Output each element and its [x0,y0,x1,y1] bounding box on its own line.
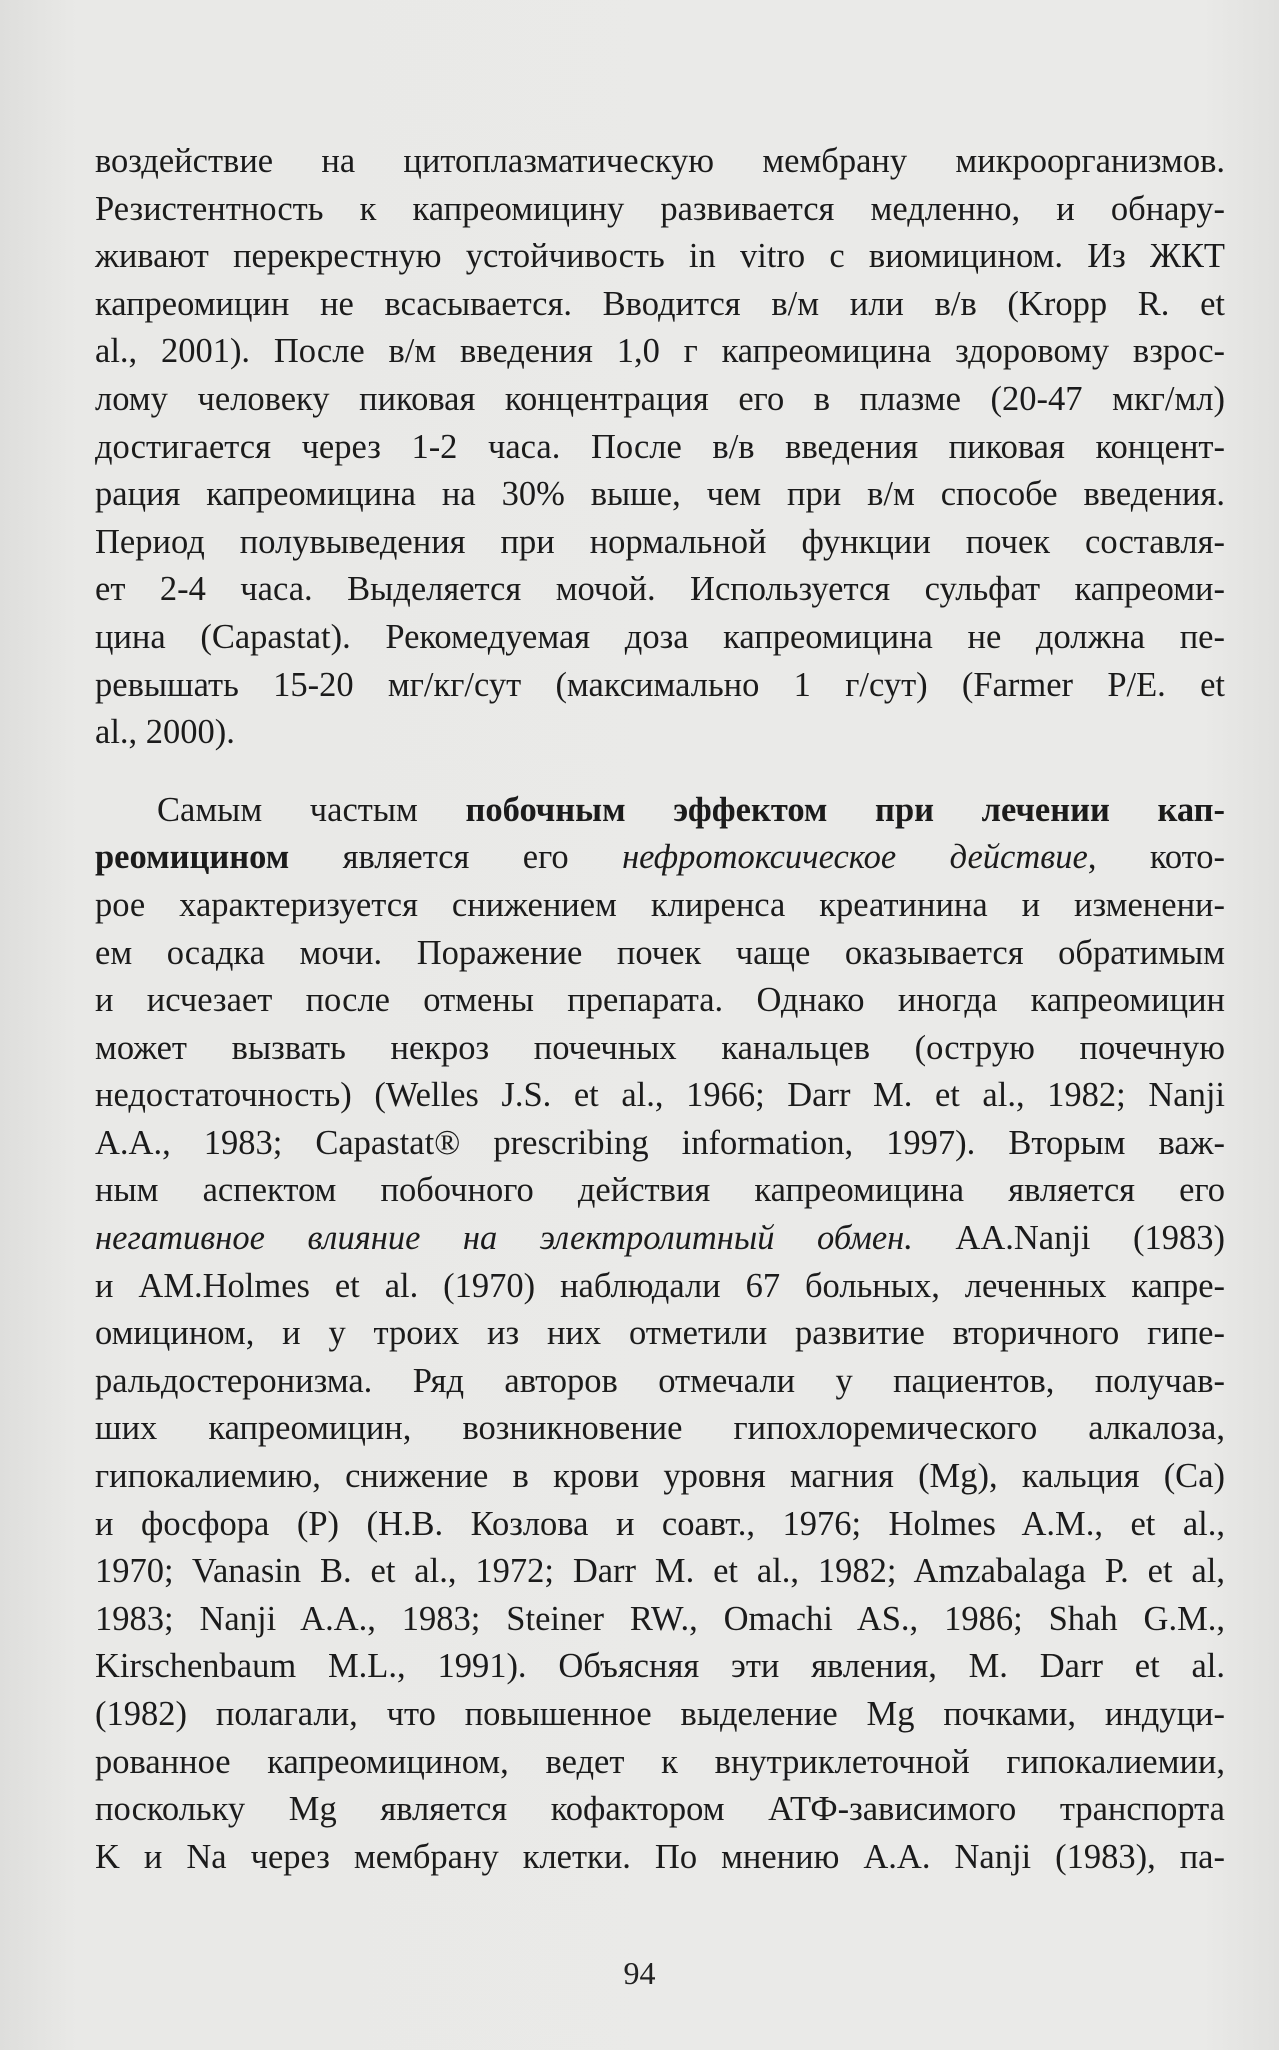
text-line: al., 2000). [95,713,235,752]
text-line: и исчезает после отмены препарата. Однако иногда капреомицин [95,981,1225,1020]
text-line: омицином, и у троих из них отметили развитие вторичного гипе- [95,1314,1225,1353]
text-line [95,834,1225,882]
text-run: Самым частым [157,790,466,829]
text-line: может вызвать некроз почечных канальцев (острую почечную [95,1028,1225,1067]
text-line: гипокалиемию, снижение в крови уровня магния (Mg), кальция (Ca) [95,1457,1225,1496]
italic-run: нефротоксическое действие [622,838,1088,877]
text-line: рация капреомицина на 30% выше, чем при в/м способе введения. [95,475,1225,514]
text-line: капреомицин не всасывается. Вводится в/м или в/в (Kropp R. et [95,284,1225,323]
text-line: al., 2001). После в/м введения 1,0 г капреомицина здоровому взрос- [95,332,1225,371]
text-line: ральдостеронизма. Ряд авторов отмечали у пациентов, получав- [95,1361,1225,1400]
text-line: ших капреомицин, возникновение гипохлоремического алкалоза, [95,1409,1225,1448]
text-run: AA.Nanji (1983) [912,1219,1225,1258]
text-line: K и Na через мембрану клетки. По мнению A.A. Nanji (1983), па- [95,1837,1225,1876]
paragraph-2 [95,787,1225,1882]
text-line: и фосфора (P) (Н.В. Козлова и соавт., 1976; Holmes A.M., et al., [95,1504,1225,1543]
body-text [95,138,1225,1881]
paragraph-1 [95,138,1225,757]
text-line: A.A., 1983; Capastat® prescribing information, 1997). Вторым важ- [95,1123,1225,1162]
text-line: и AM.Holmes et al. (1970) наблюдали 67 больных, леченных капре- [95,1266,1225,1305]
text-run: , кото- [1087,838,1226,877]
text-line: живают перекрестную устойчивость in vitro с виомицином. Из ЖКТ [95,237,1225,276]
text-line: ем осадка мочи. Поражение почек чаще оказывается обратимым [95,933,1225,972]
text-line: недостаточность) (Welles J.S. et al., 1966; Darr M. et al., 1982; Nanji [95,1076,1225,1115]
text-line: Резистентность к капреомицину развивается медленно, и обнару- [95,189,1225,228]
text-line: ревышать 15-20 мг/кг/сут (максимально 1 г/сут) (Farmer P/E. et [95,665,1225,704]
text-line: цина (Capastat). Рекомедуемая доза капреомицина не должна пе- [95,617,1225,656]
text-line: рое характеризуется снижением клиренса креатинина и изменени- [95,885,1225,924]
text-line: (1982) полагали, что повышенное выделение Mg почками, индуци- [95,1695,1225,1733]
text-line: ет 2-4 часа. Выделяется мочой. Используется сульфат капреоми- [95,570,1225,609]
text-run: является его [289,838,623,877]
text-line: поскольку Mg является кофактором АТФ-зависимого транспорта [95,1790,1225,1829]
text-line [95,787,1225,835]
text-line: 1983; Nanji A.A., 1983; Steiner RW., Omachi AS., 1986; Shah G.M., [95,1599,1225,1638]
text-line: рованное капреомицином, ведет к внутриклеточной гипокалиемии, [95,1742,1225,1781]
italic-run: негативное влияние на электролитный обмен. [95,1219,913,1258]
bold-heading-run: реомицином [95,838,290,877]
text-line: 1970; Vanasin B. et al., 1972; Darr M. et al., 1982; Amzabalaga P. et al, [95,1552,1225,1591]
text-line: воздействие на цитоплазматическую мембрану микроорганизмов. [95,142,1225,180]
text-line: ным аспектом побочного действия капреомицина является его [95,1171,1225,1210]
text-line: лому человеку пиковая концентрация его в плазме (20-47 мкг/мл) [95,379,1225,418]
text-line: Kirschenbaum M.L., 1991). Объясняя эти явления, M. Darr et al. [95,1647,1225,1686]
text-line: достигается через 1-2 часа. После в/в введения пиковая концент- [95,427,1225,466]
text-line [95,1215,1225,1263]
paragraph-gap [95,757,1225,787]
page-number: 94 [623,1955,656,1991]
bold-heading-run: побочным эффектом при лечении кап- [465,790,1226,829]
text-line: Период полувыведения при нормальной функции почек составля- [95,522,1225,561]
